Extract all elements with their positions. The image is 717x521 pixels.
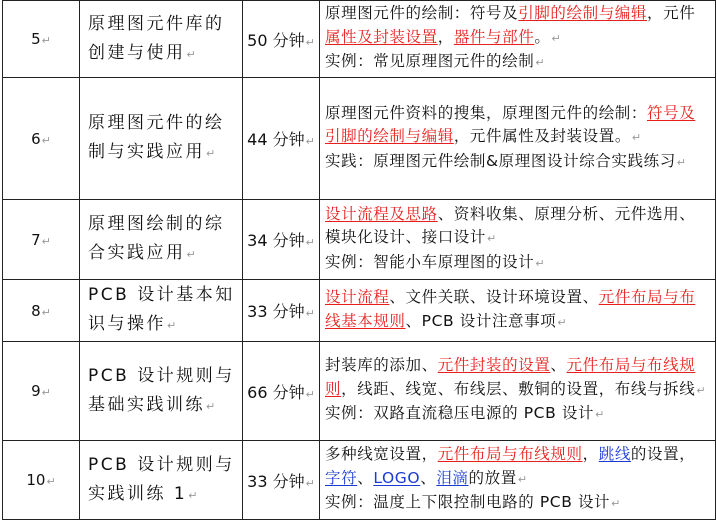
description-text: 实例：智能小车原理图的设计 [325, 252, 535, 271]
lesson-description [320, 78, 716, 200]
highlighted-term: 引脚的绘制与编辑 [518, 4, 648, 23]
lesson-description [320, 1, 716, 78]
description-line: 实例：温度上下限控制电路的 PCB 设计↵ [325, 493, 621, 512]
lesson-number: 5↵ [3, 1, 80, 78]
description-text: ， [437, 27, 454, 46]
highlighted-term: 设计流程 [325, 288, 390, 306]
description-line: 实例：常见原理图元件的绘制↵ [325, 52, 545, 71]
description-text: 、文件关联、设计环境设置、 [389, 288, 599, 306]
description-text: 原理图元件的绘制：符号及 [325, 4, 519, 23]
description-line: 实践：原理图元件绘制&原理图设计综合实践练习↵ [325, 151, 687, 170]
description-line: 设计流程及思路、资料收集、原理分析、元件选用、模块化设计、接口设计↵ [325, 204, 696, 247]
description-text: 、 [420, 468, 437, 487]
course-table-body [3, 1, 716, 520]
lesson-duration: 50 分钟↵ [243, 1, 320, 78]
description-text: 实例：温度上下限控制电路的 PCB 设计 [325, 493, 611, 512]
description-text: 的放置 [468, 468, 517, 487]
description-line: 封装库的添加、元件封装的设置、元件布局与布线规则，线距、线宽、布线层、敷铜的设置，布线与拆线↵ [325, 356, 706, 398]
table-row [3, 200, 716, 280]
lesson-title: PCB 设计基本知识与操作↵ [80, 280, 243, 342]
lesson-title: 原理图元件库的创建与使用↵ [80, 1, 243, 78]
highlighted-term: 符号及引脚的绘制与编辑 [325, 103, 696, 146]
description-text: 多种线宽设置， [325, 445, 438, 464]
highlighted-term: 元件布局与布线规则 [325, 356, 696, 398]
lesson-title: PCB 设计规则与基础实践训练↵ [80, 342, 243, 441]
description-line: 多种线宽设置，元件布局与布线规则，跳线的设置，字符、LOGO、泪滴的放置↵ [325, 445, 696, 487]
description-line: 原理图元件的绘制：符号及引脚的绘制与编辑，元件属性及封装设置，器件与部件。↵ [325, 4, 696, 46]
description-text: ，线距、线宽、布线层、敷铜的设置，布线与拆线 [341, 379, 696, 398]
highlighted-term: 器件与部件 [453, 27, 535, 46]
lesson-duration: 33 分钟↵ [243, 441, 320, 520]
lesson-title: 原理图绘制的综合实践应用↵ [80, 200, 243, 280]
lesson-number: 9↵ [3, 342, 80, 441]
lesson-duration: 33 分钟↵ [243, 280, 320, 342]
lesson-duration: 34 分钟↵ [243, 200, 320, 280]
description-text: 实例：双路直流稳压电源的 PCB 设计 [325, 404, 595, 423]
lesson-duration: 66 分钟↵ [243, 342, 320, 441]
description-text: 封装库的添加、 [325, 356, 438, 375]
highlighted-term: 元件布局与布线规则 [437, 445, 583, 464]
highlighted-term: 字符 [325, 468, 358, 487]
lesson-title: PCB 设计规则与实践训练 1↵ [80, 441, 243, 520]
highlighted-term: 泪滴 [436, 468, 469, 487]
description-text: ， [582, 445, 599, 464]
description-text: 、 [357, 468, 374, 487]
course-table [2, 0, 716, 520]
highlighted-term: 属性及封装设置 [325, 27, 438, 46]
description-text: 实例：常见原理图元件的绘制 [325, 52, 535, 71]
description-text: 、 [550, 356, 567, 375]
lesson-description [320, 342, 716, 441]
table-row [3, 1, 716, 78]
highlighted-term: 元件布局与布线基本规则 [325, 288, 696, 330]
description-text: 原理图元件资料的搜集，原理图元件的绘制： [325, 103, 648, 122]
lesson-number: 6↵ [3, 78, 80, 200]
lesson-number: 10↵ [3, 441, 80, 520]
description-text: 的设置， [630, 445, 696, 464]
lesson-number: 7↵ [3, 200, 80, 280]
table-row [3, 441, 716, 520]
lesson-description [320, 200, 716, 280]
highlighted-term: 设计流程及思路 [325, 204, 438, 223]
description-line: 原理图元件资料的搜集，原理图元件的绘制：符号及引脚的绘制与编辑，元件属性及封装设置。↵ [325, 103, 696, 146]
highlighted-term: 跳线 [598, 445, 631, 464]
description-text: ，元件属性及封装设置。 [453, 127, 631, 146]
description-text: 。 [534, 27, 551, 46]
description-text: 、资料收集、原理分析、元件选用、模块化设计、接口设计 [325, 204, 696, 247]
description-line: 实例：智能小车原理图的设计↵ [325, 252, 545, 271]
lesson-number: 8↵ [3, 280, 80, 342]
description-line: 设计流程、文件关联、设计环境设置、元件布局与布线基本规则、PCB 设计注意事项↵ [325, 288, 696, 330]
highlighted-term: LOGO [373, 468, 421, 487]
lesson-duration: 44 分钟↵ [243, 78, 320, 200]
table-row [3, 280, 716, 342]
description-line: 实例：双路直流稳压电源的 PCB 设计↵ [325, 404, 605, 423]
description-text: 实践：原理图元件绘制&原理图设计综合实践练习 [325, 151, 676, 170]
description-text: ，元件 [647, 4, 696, 23]
lesson-description [320, 441, 716, 520]
table-row [3, 342, 716, 441]
lesson-title: 原理图元件的绘制与实践应用↵ [80, 78, 243, 200]
lesson-description [320, 280, 716, 342]
description-text: 、PCB 设计注意事项 [405, 311, 557, 330]
table-row [3, 78, 716, 200]
highlighted-term: 元件封装的设置 [437, 356, 551, 375]
